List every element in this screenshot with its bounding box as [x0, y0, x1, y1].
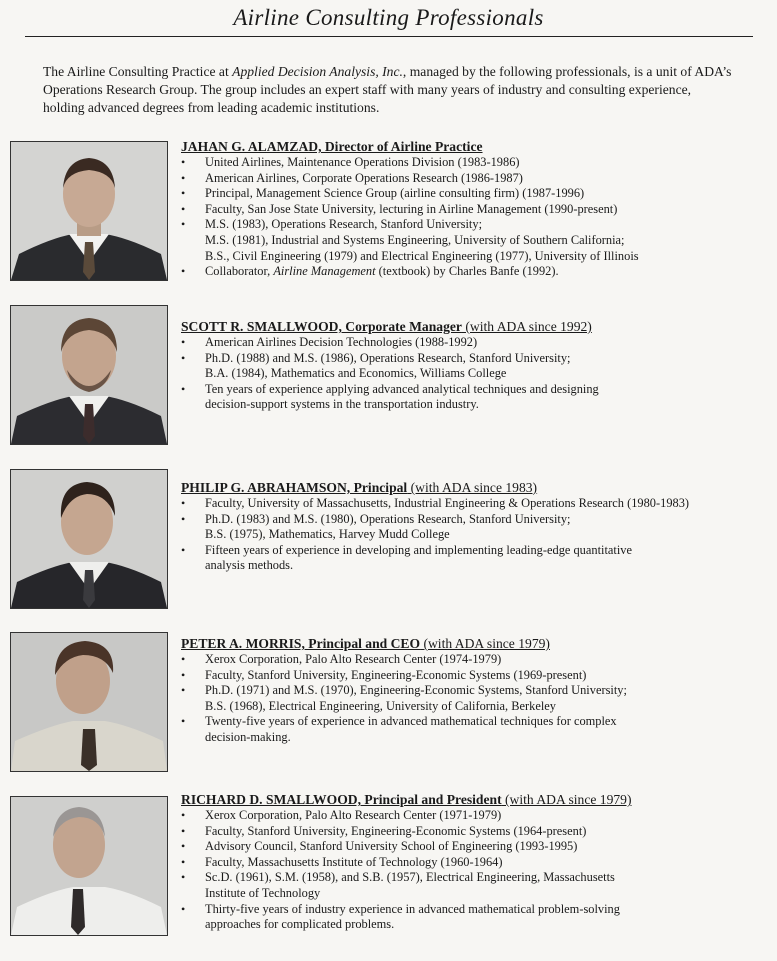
list-item: • Sc.D. (1961), S.M. (1958), and S.B. (1957), Electrical Engineering, Massachusetts Institute of Technology [181, 870, 761, 901]
page-title: Airline Consulting Professionals [233, 5, 544, 30]
list-item: • M.S. (1983), Operations Research, Stanford University; M.S. (1981), Industrial and Systems Engineering, University of Southern California; B.S., Civil Engineering (1979) and Electrical Engineering (1977), University of Illinois [181, 217, 761, 264]
portrait-photo [10, 141, 168, 281]
profile-details [181, 496, 761, 574]
list-item: • Ph.D. (1983) and M.S. (1980), Operations Research, Stanford University; B.S. (1975), Mathematics, Harvey Mudd College [181, 512, 761, 543]
portrait-photo [10, 632, 168, 772]
profile-name: PETER A. MORRIS, Principal and CEO (with ADA since 1979) [181, 636, 550, 651]
list-item: • Principal, Management Science Group (airline consulting firm) (1987-1996) [181, 186, 761, 202]
profile-details [181, 155, 761, 280]
list-item: • Ph.D. (1988) and M.S. (1986), Operations Research, Stanford University; B.A. (1984), Mathematics and Economics, Williams College [181, 351, 761, 382]
title-rule [25, 36, 753, 37]
list-item: • Advisory Council, Stanford University School of Engineering (1993-1995) [181, 839, 761, 855]
list-item: • Faculty, Stanford University, Engineering-Economic Systems (1969-present) [181, 668, 761, 684]
list-item: • Ph.D. (1971) and M.S. (1970), Engineering-Economic Systems, Stanford University; B.S. (1968), Electrical Engineering, University of California, Berkeley [181, 683, 761, 714]
list-item: • Ten years of experience applying advanced analytical techniques and designing decision-support systems in the transportation industry. [181, 382, 761, 413]
profile-name: RICHARD D. SMALLWOOD, Principal and President (with ADA since 1979) [181, 792, 632, 807]
list-item: • Faculty, Stanford University, Engineering-Economic Systems (1964-present) [181, 824, 761, 840]
list-item: • Collaborator, Airline Management (textbook) by Charles Banfe (1992). [181, 264, 761, 280]
list-item: • American Airlines, Corporate Operations Research (1986-1987) [181, 171, 761, 187]
profile-name: PHILIP G. ABRAHAMSON, Principal (with ADA since 1983) [181, 480, 538, 495]
list-item: • United Airlines, Maintenance Operations Division (1983-1986) [181, 155, 761, 171]
list-item: • Xerox Corporation, Palo Alto Research Center (1971-1979) [181, 808, 761, 824]
list-item: • Faculty, San Jose State University, lecturing in Airline Management (1990-present) [181, 202, 761, 218]
intro-paragraph: The Airline Consulting Practice at Applied Decision Analysis, Inc., managed by the following professionals, is a unit of ADA’s Operations Research Group. The group includes an expert staff with many years of industry and consulting experience, holding advanced degrees from leading academic institutions. [43, 64, 732, 115]
list-item: • American Airlines Decision Technologies (1988-1992) [181, 335, 761, 351]
profile-details [181, 335, 761, 413]
list-item: • Fifteen years of experience in developing and implementing leading-edge quantitative analysis methods. [181, 543, 761, 574]
list-item: • Twenty-five years of experience in advanced mathematical techniques for complex decision-making. [181, 714, 761, 745]
portrait-photo [10, 796, 168, 936]
portrait-photo [10, 305, 168, 445]
portrait-photo [10, 469, 168, 609]
list-item: • Thirty-five years of industry experience in advanced mathematical problem-solving approaches for complicated problems. [181, 902, 761, 933]
profile-details [181, 652, 761, 746]
profile-name: SCOTT R. SMALLWOOD, Corporate Manager (with ADA since 1992) [181, 319, 592, 334]
profile-name: JAHAN G. ALAMZAD, Director of Airline Practice [181, 139, 483, 154]
list-item: • Xerox Corporation, Palo Alto Research Center (1974-1979) [181, 652, 761, 668]
profile-details [181, 808, 761, 933]
list-item: • Faculty, Massachusetts Institute of Technology (1960-1964) [181, 855, 761, 871]
list-item: • Faculty, University of Massachusetts, Industrial Engineering & Operations Research (1980-1983) [181, 496, 761, 512]
